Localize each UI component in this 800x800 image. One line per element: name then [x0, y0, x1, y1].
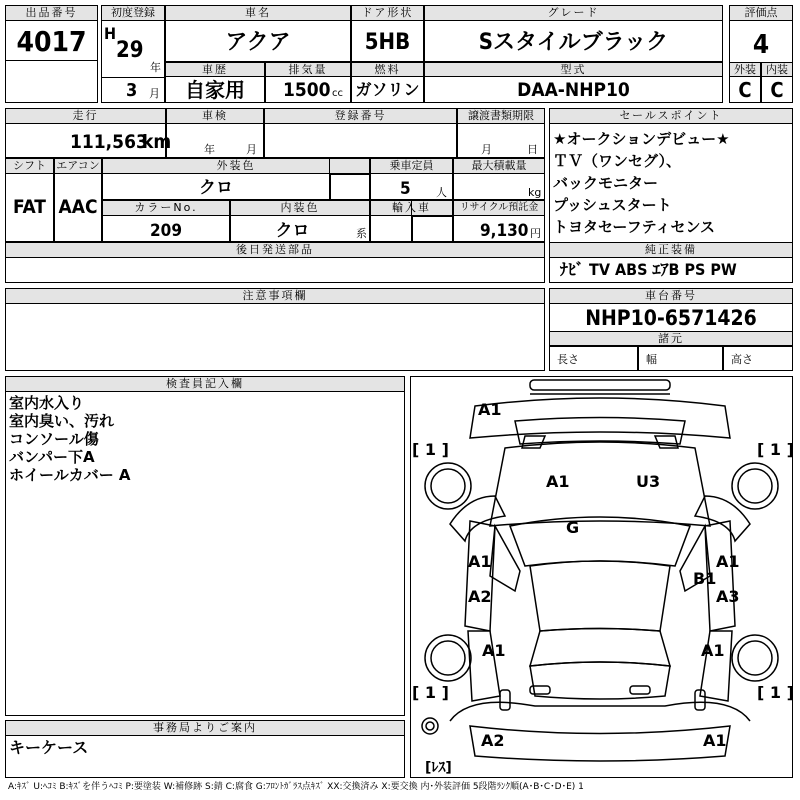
specs-label: 諸元	[549, 331, 793, 346]
chassis-number: NHP10-6571426	[585, 306, 757, 330]
tire-front-right: [ 1 ]	[757, 440, 794, 459]
mark-rear-right: A1	[703, 731, 727, 750]
spare-tire: [ﾚｽ]	[425, 760, 452, 776]
mark-front-bumper: A1	[478, 400, 502, 419]
grade-label: グレード	[424, 5, 723, 21]
score-label: 評価点	[729, 5, 793, 21]
import-cell	[370, 200, 412, 242]
equipment-label: 純正装備	[549, 242, 793, 258]
office-note: キーケース	[9, 738, 89, 757]
door-label: ドア形状	[351, 5, 424, 21]
mark-rear-left: A2	[481, 731, 505, 750]
sales-item: プッシュスタート	[553, 196, 672, 214]
inspector-line: 室内臭い、汚れ	[9, 412, 115, 430]
chassis-label: 車台番号	[549, 288, 793, 304]
fuel-label: 燃料	[351, 62, 424, 77]
displacement-unit: cc	[332, 88, 343, 99]
transfer-label: 譲渡書類期限	[457, 108, 545, 124]
mark-door-front-right: A3	[716, 587, 740, 606]
first-reg-year-unit: 年	[150, 61, 161, 74]
door-type: 5HB	[364, 30, 411, 55]
displacement-label: 排気量	[265, 62, 351, 77]
capacity-unit: 人	[436, 186, 447, 199]
first-reg-month-unit: 月	[149, 87, 160, 100]
fuel: ガソリン	[355, 80, 420, 99]
inspection-label: 車検	[166, 108, 264, 124]
displacement: 1500	[283, 79, 331, 101]
color-cell-2	[330, 174, 370, 200]
office-label: 事務局よりご案内	[5, 720, 405, 736]
max-load-unit: kg	[528, 186, 542, 199]
int-color-label: 内装色	[230, 200, 370, 216]
inspector-line: バンパー下A	[9, 448, 95, 466]
import-cell-2	[412, 216, 453, 242]
inspector-line: ホイールカバー A	[9, 466, 131, 484]
mark-door-rear-right: A1	[701, 641, 725, 660]
first-reg-year: 29	[116, 38, 144, 63]
sales-item: ＴＶ（ワンセグ）、	[553, 152, 681, 170]
color-no-label: カラーNo.	[102, 200, 230, 216]
recycle-label: リサイクル預託金	[453, 200, 545, 216]
exterior-label: 外装	[729, 62, 761, 77]
spec-length: 長さ	[557, 353, 579, 366]
tire-rear-right: [ 1 ]	[757, 683, 794, 702]
aircon: AAC	[58, 196, 98, 218]
capacity-label: 乗車定員	[370, 158, 453, 174]
inspection-year-unit: 年	[204, 143, 215, 156]
import-label: 輸入車	[370, 200, 453, 216]
tire-rear-left: [ 1 ]	[412, 683, 449, 702]
mark-fender-right: A1	[716, 552, 740, 571]
interior-label: 内装	[761, 62, 793, 77]
legend: A:ｷｽﾞ U:ﾍｺﾐ B:ｷｽﾞを伴うﾍｺﾐ P:要塗装 W:補修跡 S:錆 C:腐食 G:ﾌﾛﾝﾄｶﾞﾗｽ点ｷｽﾞ XX:交換済み X:要交換 内･外装評価 5段階ﾗﾝｸ順(A･B･C･D･E) 1	[8, 782, 584, 792]
mileage-unit: km	[142, 131, 172, 153]
color-label: 外装色	[102, 158, 370, 174]
transfer-day-unit: 日	[527, 143, 538, 156]
first-reg-label: 初度登録	[101, 5, 165, 21]
mark-door-rear-left: A1	[482, 641, 506, 660]
registration-label: 登録番号	[264, 108, 457, 124]
interior-grade: C	[770, 78, 784, 102]
inspector-line: コンソール傷	[9, 430, 99, 448]
grade: Sスタイルブラック	[478, 30, 669, 55]
exterior-grade: C	[738, 78, 752, 102]
car-name: アクア	[225, 30, 291, 55]
aircon-label: エアコン	[54, 158, 102, 174]
mark-fender-left: A1	[468, 552, 492, 571]
mileage: 111,563	[70, 131, 148, 153]
lot-number: 4017	[16, 25, 87, 58]
registration-cell	[264, 108, 457, 158]
lot-label: 出品番号	[5, 5, 98, 21]
spec-height: 高さ	[731, 353, 753, 366]
inspection-month-unit: 月	[246, 143, 257, 156]
mark-hood-right: U3	[636, 472, 661, 491]
notes-label: 注意事項欄	[5, 288, 545, 304]
inspector-label: 検査員記入欄	[5, 376, 405, 392]
mileage-label: 走行	[5, 108, 166, 124]
model-label: 型式	[424, 62, 723, 77]
recycle-unit: 円	[530, 227, 541, 240]
transfer-month-unit: 月	[481, 143, 492, 156]
int-color: クロ	[275, 221, 310, 241]
shift-label: シフト	[5, 158, 54, 174]
score: 4	[752, 30, 770, 60]
color-no: 209	[150, 221, 182, 241]
mark-hood-left: A1	[546, 472, 570, 491]
recycle: 9,130	[480, 221, 529, 241]
equipment: ﾅﾋﾞ TV ABS ｴｱB PS PW	[560, 260, 737, 279]
shift: FAT	[13, 196, 46, 218]
int-color-unit: 系	[356, 227, 367, 240]
model: DAA-NHP10	[517, 79, 630, 101]
first-reg-month: 3	[126, 80, 138, 101]
inspector-line: 室内水入り	[9, 394, 85, 412]
history-label: 車歴	[165, 62, 265, 77]
later-parts-label: 後日発送部品	[5, 242, 545, 258]
first-reg-era: H	[104, 24, 117, 43]
sales-item: ★オークションデビュー★	[553, 130, 730, 148]
lot-divider	[5, 60, 98, 61]
car-name-label: 車名	[165, 5, 351, 21]
sales-label: セールスポイント	[549, 108, 793, 124]
max-load-label: 最大積載量	[453, 158, 545, 174]
car-diagram	[410, 376, 793, 778]
tire-front-left: [ 1 ]	[412, 440, 449, 459]
sales-item: バックモニター	[553, 174, 659, 192]
mark-door-front-left: A2	[468, 587, 492, 606]
sales-item: トヨタセーフティセンス	[553, 218, 716, 236]
spec-width: 幅	[646, 353, 657, 366]
mark-windshield: G	[566, 518, 580, 537]
color: クロ	[199, 178, 233, 198]
first-reg-divider	[101, 77, 165, 78]
mark-pillar-right: B1	[693, 569, 717, 588]
capacity: 5	[400, 179, 411, 199]
history: 自家用	[185, 78, 245, 102]
